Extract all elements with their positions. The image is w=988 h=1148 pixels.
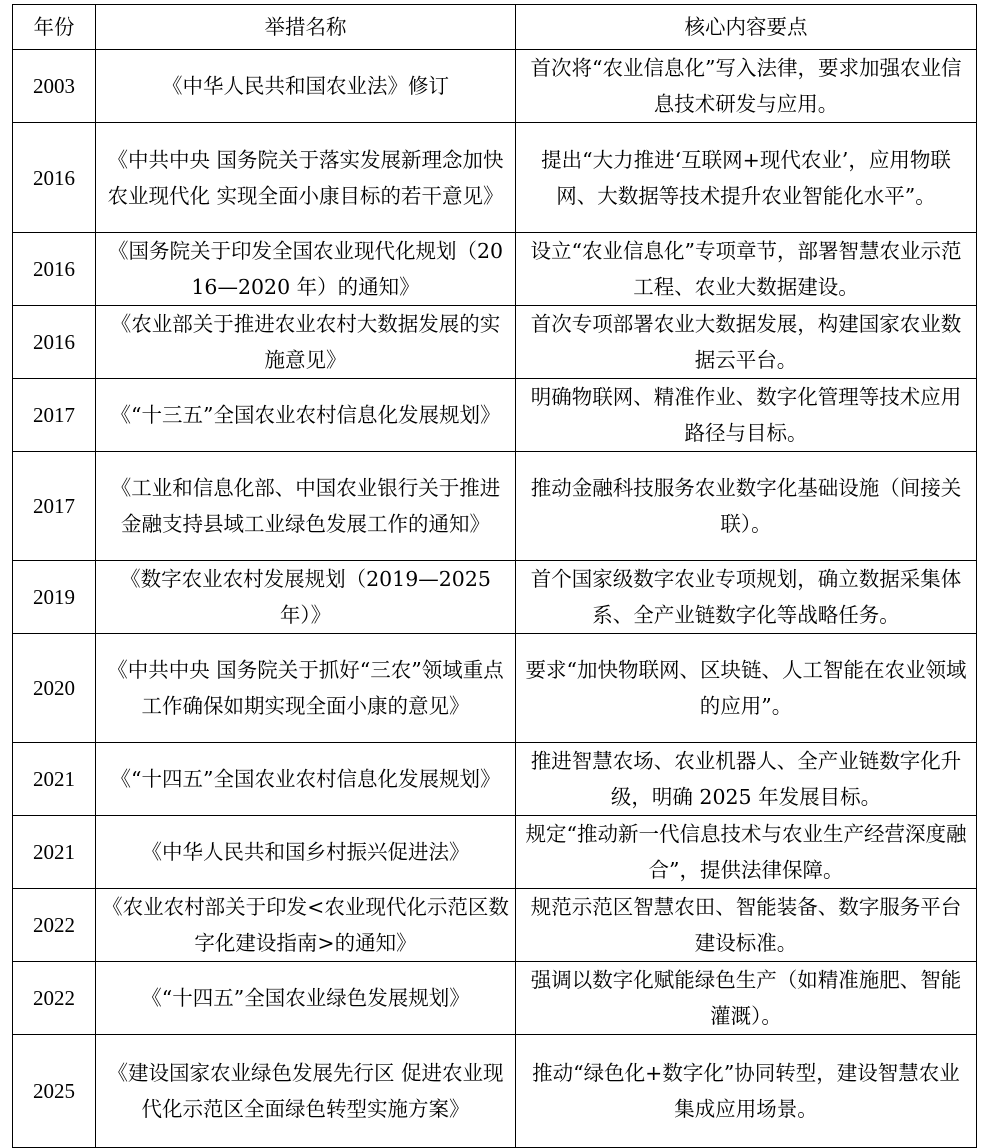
- key-points-cell: 规范示范区智慧农田、智能装备、数字服务平台建设标准。: [516, 889, 977, 962]
- table-row: [13, 306, 977, 379]
- year-cell: 2016: [13, 123, 96, 233]
- measure-name-cell: 《工业和信息化部、中国农业银行关于推进金融支持县域工业绿色发展工作的通知》: [96, 452, 516, 561]
- measure-name-cell: 《建设国家农业绿色发展先行区 促进农业现代化示范区全面绿色转型实施方案》: [96, 1035, 516, 1148]
- year-cell: 2021: [13, 743, 96, 816]
- key-points-cell: 推动“绿色化+数字化”协同转型，建设智慧农业集成应用场景。: [516, 1035, 977, 1148]
- header-year: 年份: [13, 5, 96, 50]
- table-row: [13, 233, 977, 306]
- table-header: [13, 5, 977, 50]
- key-points-cell: 设立“农业信息化”专项章节，部署智慧农业示范工程、农业大数据建设。: [516, 233, 977, 306]
- header-row: [13, 5, 977, 50]
- key-points-cell: 首个国家级数字农业专项规划，确立数据采集体系、全产业链数字化等战略任务。: [516, 561, 977, 634]
- year-cell: 2003: [13, 50, 96, 123]
- table-row: [13, 816, 977, 889]
- year-cell: 2017: [13, 379, 96, 452]
- year-cell: 2025: [13, 1035, 96, 1148]
- key-points-cell: 推动金融科技服务农业数字化基础设施（间接关联）。: [516, 452, 977, 561]
- header-key-points: 核心内容要点: [516, 5, 977, 50]
- year-cell: 2022: [13, 889, 96, 962]
- year-cell: 2017: [13, 452, 96, 561]
- key-points-cell: 规定“推动新一代信息技术与农业生产经营深度融合”，提供法律保障。: [516, 816, 977, 889]
- key-points-cell: 推进智慧农场、农业机器人、全产业链数字化升级，明确 2025 年发展目标。: [516, 743, 977, 816]
- measure-name-cell: 《“十三五”全国农业农村信息化发展规划》: [96, 379, 516, 452]
- table-row: [13, 634, 977, 743]
- measure-name-cell: 《“十四五”全国农业农村信息化发展规划》: [96, 743, 516, 816]
- measure-name-cell: 《中华人民共和国乡村振兴促进法》: [96, 816, 516, 889]
- policy-table: [12, 4, 977, 1148]
- year-cell: 2016: [13, 306, 96, 379]
- year-cell: 2021: [13, 816, 96, 889]
- key-points-cell: 强调以数字化赋能绿色生产（如精准施肥、智能灌溉）。: [516, 962, 977, 1035]
- measure-name-cell: 《中共中央 国务院关于落实发展新理念加快农业现代化 实现全面小康目标的若干意见》: [96, 123, 516, 233]
- year-cell: 2019: [13, 561, 96, 634]
- year-cell: 2020: [13, 634, 96, 743]
- table-row: [13, 379, 977, 452]
- table-row: [13, 743, 977, 816]
- year-cell: 2022: [13, 962, 96, 1035]
- key-points-cell: 明确物联网、精准作业、数字化管理等技术应用路径与目标。: [516, 379, 977, 452]
- table-row: [13, 452, 977, 561]
- year-cell: 2016: [13, 233, 96, 306]
- key-points-cell: 首次专项部署农业大数据发展，构建国家农业数据云平台。: [516, 306, 977, 379]
- header-measure-name: 举措名称: [96, 5, 516, 50]
- measure-name-cell: 《农业部关于推进农业农村大数据发展的实施意见》: [96, 306, 516, 379]
- table-row: [13, 889, 977, 962]
- table-row: [13, 1035, 977, 1148]
- measure-name-cell: 《农业农村部关于印发<农业现代化示范区数字化建设指南>的通知》: [96, 889, 516, 962]
- measure-name-cell: 《数字农业农村发展规划（2019—2025 年）》: [96, 561, 516, 634]
- table-body: [13, 50, 977, 1148]
- table-row: [13, 50, 977, 123]
- table-row: [13, 962, 977, 1035]
- table-row: [13, 123, 977, 233]
- measure-name-cell: 《中华人民共和国农业法》修订: [96, 50, 516, 123]
- measure-name-cell: 《国务院关于印发全国农业现代化规划（2016—2020 年）的通知》: [96, 233, 516, 306]
- key-points-cell: 首次将“农业信息化”写入法律，要求加强农业信息技术研发与应用。: [516, 50, 977, 123]
- table-row: [13, 561, 977, 634]
- measure-name-cell: 《“十四五”全国农业绿色发展规划》: [96, 962, 516, 1035]
- key-points-cell: 提出“大力推进‘互联网+现代农业’，应用物联网、大数据等技术提升农业智能化水平”。: [516, 123, 977, 233]
- measure-name-cell: 《中共中央 国务院关于抓好“三农”领域重点工作确保如期实现全面小康的意见》: [96, 634, 516, 743]
- key-points-cell: 要求“加快物联网、区块链、人工智能在农业领域的应用”。: [516, 634, 977, 743]
